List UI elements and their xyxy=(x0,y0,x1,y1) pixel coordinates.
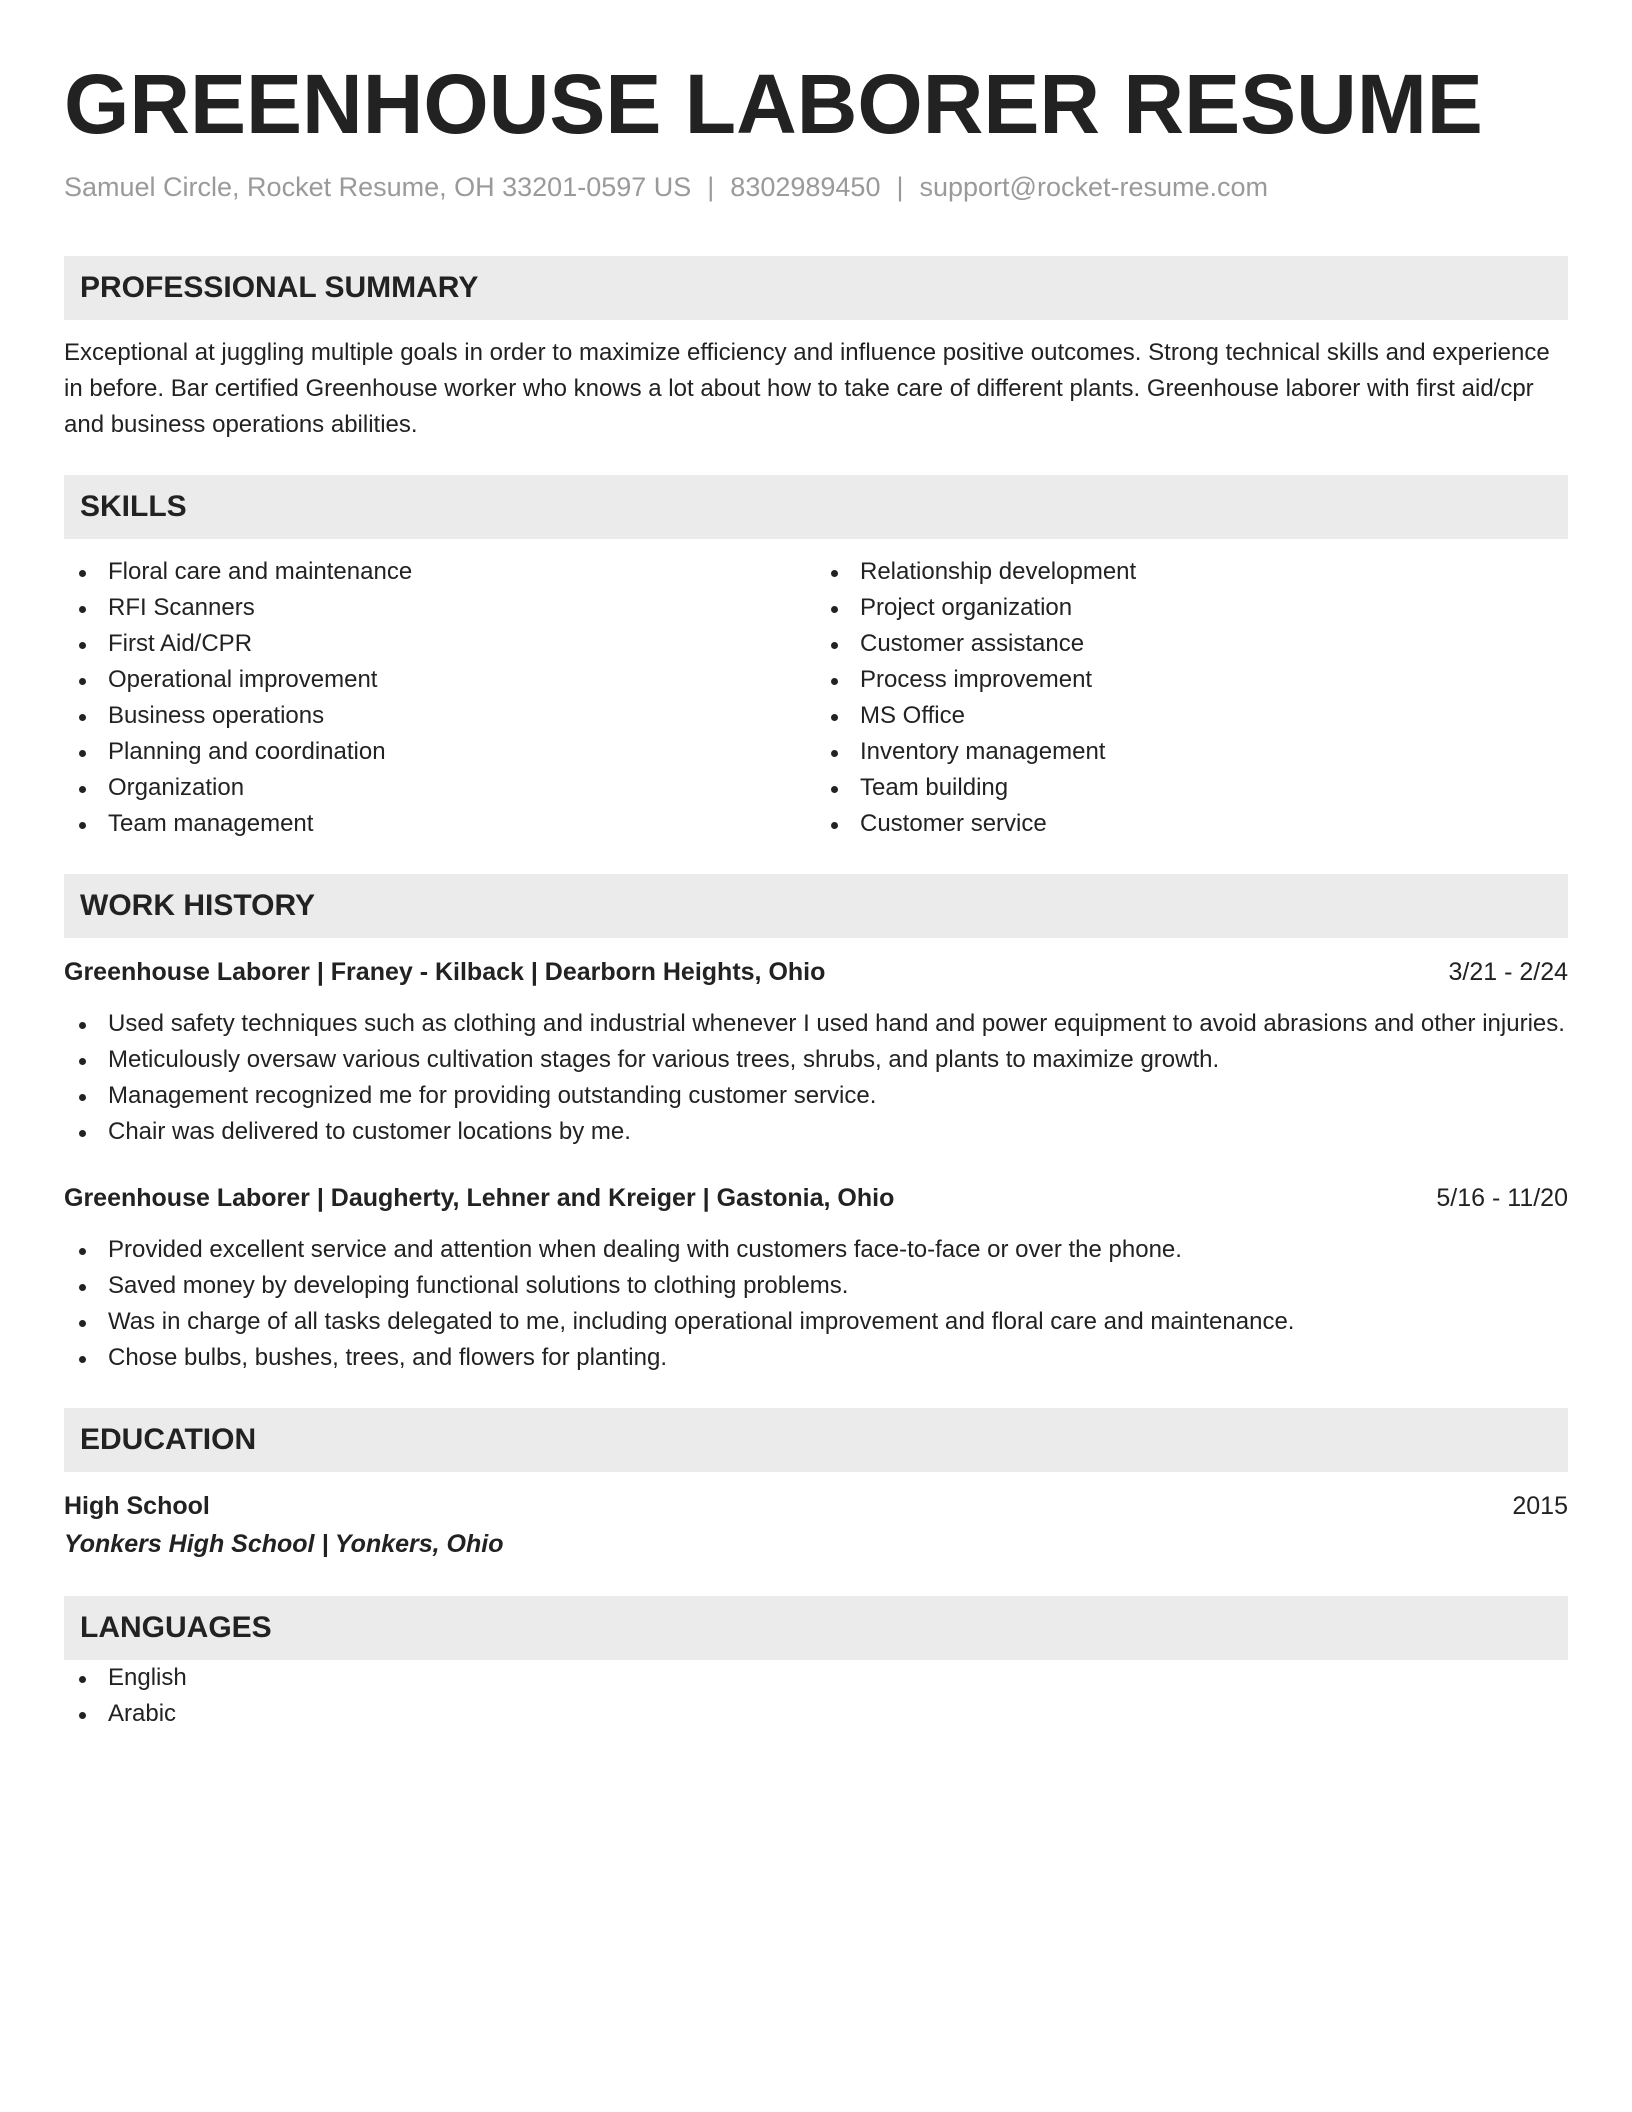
section-header-education: EDUCATION xyxy=(64,1408,1568,1472)
section-header-work-history: WORK HISTORY xyxy=(64,874,1568,938)
skill-item: Relationship development xyxy=(816,554,1568,590)
contact-separator: | xyxy=(707,172,715,202)
job-title: Greenhouse Laborer | Franey - Kilback | Dearborn Heights, Ohio xyxy=(64,958,826,986)
job-duty-item: Management recognized me for providing outstanding customer service. xyxy=(64,1078,1568,1114)
section-header-languages: LANGUAGES xyxy=(64,1596,1568,1660)
resume-title: GREENHOUSE LABORER RESUME xyxy=(64,57,1483,151)
section-header-summary: PROFESSIONAL SUMMARY xyxy=(64,256,1568,320)
job-duty-item: Meticulously oversaw various cultivation stages for various trees, shrubs, and plants to maximize growth. xyxy=(64,1042,1568,1078)
job-duty-item: Used safety techniques such as clothing and industrial whenever I used hand and power equipment to avoid abrasions and other injuries. xyxy=(64,1006,1568,1042)
job-dates: 5/16 - 11/20 xyxy=(1436,1184,1568,1212)
skills-column-right xyxy=(816,554,1568,842)
language-item: Arabic xyxy=(64,1696,1568,1732)
job-entry xyxy=(64,1180,1568,1376)
contact-phone: 8302989450 xyxy=(730,172,881,202)
skill-item: RFI Scanners xyxy=(64,590,816,626)
skill-item: MS Office xyxy=(816,698,1568,734)
education-degree: High School xyxy=(64,1492,210,1520)
job-duty-item: Chair was delivered to customer locations by me. xyxy=(64,1114,1568,1150)
skill-item: Operational improvement xyxy=(64,662,816,698)
education-year: 2015 xyxy=(1512,1492,1568,1520)
job-duties-list xyxy=(64,1006,1568,1150)
contact-email: support@rocket-resume.com xyxy=(919,172,1269,202)
skill-item: Team building xyxy=(816,770,1568,806)
skill-item: Inventory management xyxy=(816,734,1568,770)
section-header-skills: SKILLS xyxy=(64,475,1568,539)
skill-item: Team management xyxy=(64,806,816,842)
skill-item: Project organization xyxy=(816,590,1568,626)
job-header xyxy=(64,954,1568,990)
skills-list-right xyxy=(816,554,1568,842)
skill-item: Planning and coordination xyxy=(64,734,816,770)
contact-separator: | xyxy=(896,172,904,202)
job-duty-item: Was in charge of all tasks delegated to me, including operational improvement and floral care and maintenance. xyxy=(64,1304,1568,1340)
education-header xyxy=(64,1488,1568,1524)
skill-item: Customer service xyxy=(816,806,1568,842)
contact-line xyxy=(64,170,1568,204)
job-header xyxy=(64,1180,1568,1216)
job-title: Greenhouse Laborer | Daugherty, Lehner and Kreiger | Gastonia, Ohio xyxy=(64,1184,895,1212)
job-duty-item: Provided excellent service and attention when dealing with customers face-to-face or over the phone. xyxy=(64,1232,1568,1268)
education-school: Yonkers High School | Yonkers, Ohio xyxy=(64,1530,504,1558)
skill-item: Organization xyxy=(64,770,816,806)
education-entry xyxy=(64,1488,1568,1564)
job-duty-item: Saved money by developing functional solutions to clothing problems. xyxy=(64,1268,1568,1304)
job-duties-list xyxy=(64,1232,1568,1376)
job-dates: 3/21 - 2/24 xyxy=(1448,958,1568,986)
job-duty-item: Chose bulbs, bushes, trees, and flowers for planting. xyxy=(64,1340,1568,1376)
skills-column-left xyxy=(64,554,816,842)
contact-address: Samuel Circle, Rocket Resume, OH 33201-0597 US xyxy=(64,172,692,202)
languages-list xyxy=(64,1660,1568,1732)
summary-text: Exceptional at juggling multiple goals in order to maximize efficiency and influence positive outcomes. Strong technical skills and experience in before. Bar certified Greenhouse worker who knows a lot about how to take care of different plants. Greenhouse laborer with first aid/cpr and business operations abilities. xyxy=(64,339,1550,438)
job-entry xyxy=(64,954,1568,1150)
skill-item: First Aid/CPR xyxy=(64,626,816,662)
skill-item: Floral care and maintenance xyxy=(64,554,816,590)
skill-item: Customer assistance xyxy=(816,626,1568,662)
skills-grid xyxy=(64,554,1568,842)
skill-item: Process improvement xyxy=(816,662,1568,698)
language-item: English xyxy=(64,1660,1568,1696)
skills-list-left xyxy=(64,554,816,842)
skill-item: Business operations xyxy=(64,698,816,734)
